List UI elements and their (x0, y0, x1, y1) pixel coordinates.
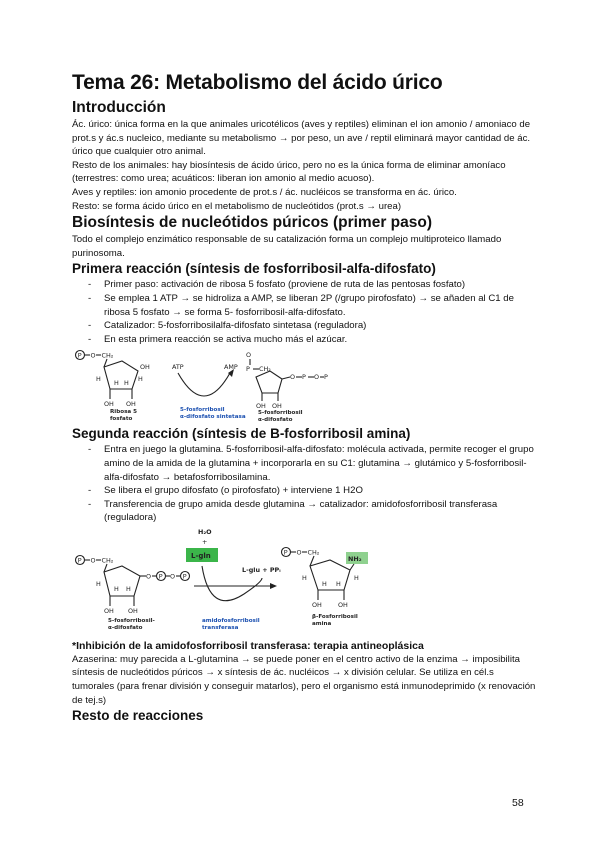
list-item: - En esta primera reacción se activa mucho más el azúcar. (104, 333, 536, 347)
phosphate-symbol: P (158, 572, 163, 581)
intro-paragraph-3: Aves y reptiles: ion amonio procedente de prot.s / ác. nucléicos se transforma en ác. úrico. (72, 186, 457, 198)
oxygen-symbol: O (296, 548, 302, 557)
hydrogen-symbol: H (302, 573, 307, 582)
hydrogen-symbol: H (138, 375, 143, 384)
amp-label: AMP (224, 363, 238, 372)
hydrogen-symbol: H (354, 573, 359, 582)
list-item: - Se libera el grupo difosfato (o pirofosfato) + interviene 1 H2O (104, 484, 536, 498)
page-number: 58 (512, 797, 524, 809)
hydrogen-symbol: H (96, 579, 101, 588)
primera-reaccion-list (72, 278, 536, 346)
lgln-label: L-gln (191, 551, 211, 560)
hydrogen-symbol: H (114, 379, 119, 388)
phosphate-symbol: P (324, 373, 328, 382)
hydrogen-symbol: H (322, 579, 327, 588)
substrate-label: Ribosa 5 (110, 409, 138, 416)
reaction-arc (178, 373, 230, 396)
heading-biosintesis: Biosíntesis de nucleótidos púricos (primer paso) (72, 214, 433, 232)
enzyme-label: 5-fosforribosil (180, 407, 225, 414)
phosphate-symbol: P (302, 373, 306, 382)
phosphate-symbol: P (77, 351, 82, 360)
biosintesis-paragraph: Todo el complejo enzimático responsable de su catalización forma un complejo multiproteico llamado purinosoma. (72, 234, 502, 259)
oxygen-symbol: O (90, 351, 96, 360)
enzyme-label: transferasa (202, 624, 239, 631)
heading-primera-reaccion: Primera reacción (síntesis de fosforribosil-alfa-difosfato) (72, 261, 436, 277)
heading-resto-reacciones: Resto de reacciones (72, 708, 204, 724)
product-label: amina (312, 620, 332, 627)
page-title: Tema 26: Metabolismo del ácido úrico (72, 71, 443, 94)
substrate-label: fosfato (110, 416, 133, 423)
hydroxyl-symbol: OH (272, 402, 282, 411)
ribose-ring (104, 566, 140, 596)
oxygen-symbol: O (290, 373, 296, 382)
hydrogen-symbol: H (114, 584, 119, 593)
lglu-label: L-glu + PPᵢ (242, 565, 281, 574)
intro-paragraph-4: Resto: se forma ácido úrico en el metabolismo de nucleótidos (prot.s → urea) (72, 200, 402, 212)
figure-primera-reaccion (74, 349, 334, 423)
enzyme-label: α-difosfato sintetasa (180, 414, 246, 421)
product-label: 5-fosforribosil (258, 410, 303, 417)
list-item: - Catalizador: 5-fosforribosilalfa-difosfato sintetasa (reguladora) (104, 319, 536, 333)
phosphate-symbol: P (182, 572, 187, 581)
segunda-reaccion-list (72, 443, 536, 525)
hydroxyl-symbol: OH (312, 600, 322, 609)
heading-inhibicion: *Inhibición de la amidofosforribosil transferasa: terapia antineoplásica (72, 639, 424, 652)
hydroxyl-symbol: OH (104, 400, 114, 409)
oxygen-symbol: O (246, 351, 252, 360)
heading-introduccion: Introducción (72, 99, 166, 116)
ribose-ring (310, 560, 350, 590)
oxygen-symbol: O (90, 556, 96, 565)
hydroxyl-symbol: OH (104, 606, 114, 615)
ribose-ring (256, 371, 282, 393)
figure-segunda-reaccion (74, 526, 374, 636)
ch2-symbol: CH₂ (101, 351, 114, 360)
list-item: - Transferencia de grupo amida desde glutamina → catalizador: amidofosforribosil transferasa (reguladora) (104, 498, 536, 525)
intro-paragraph-1: Ác. úrico: única forma en la que animales uricotélicos (aves y reptiles) eliminan el ion amonio / amoniaco de prot.s y ác.s nucleico, mediante su metabolismo → por peso, un ave / reptil eliminará mayor cantidad de ác. úrico que cualquier otro animal. (72, 119, 531, 158)
hydroxyl-symbol: OH (338, 600, 348, 609)
heading-segunda-reaccion: Segunda reacción (síntesis de B-fosforribosil amina) (72, 426, 411, 442)
phosphate-symbol: P (77, 556, 82, 565)
substrate-label: α-difosfato (108, 624, 143, 631)
product-label: α-difosfato (258, 417, 293, 424)
ribose-ring (104, 361, 138, 389)
amine-label: NH₂ (348, 554, 362, 563)
list-item: - Primer paso: activación de ribosa 5 fosfato (proviene de ruta de las pentosas fosfato) (104, 278, 536, 292)
ch2-symbol: CH₂ (259, 365, 271, 374)
plus-sign: + (202, 537, 208, 546)
product-label: β-Fosforribosil (312, 613, 358, 620)
bond (282, 377, 290, 379)
phosphate-symbol: P (246, 365, 250, 374)
arrow-head-icon (270, 583, 277, 589)
intro-paragraph-2: Resto de los animales: hay biosíntesis de ácido úrico, pero no es la única forma de eliminar amoníaco (terrestres: como urea; acuáticos: liberan ion amonio al medio acuoso). (72, 159, 506, 185)
hydrogen-symbol: H (336, 579, 341, 588)
list-item: - Se emplea 1 ATP → se hidroliza a AMP, se liberan 2P (/grupo pirofosfato) → se añaden al C1 de ribosa 5 fosfato → se forma 5- fosforribosil-alfa-difosfato. (104, 292, 536, 319)
page-content (72, 70, 536, 725)
oxygen-symbol: O (314, 373, 320, 382)
substrate-label: 5-fosforribosil- (108, 617, 155, 624)
oxygen-symbol: O (170, 572, 176, 581)
water-label: H₂O (198, 527, 212, 536)
ch2-symbol: CH₂ (101, 556, 114, 565)
hydrogen-symbol: H (96, 375, 101, 384)
atp-label: ATP (172, 363, 184, 372)
hydrogen-symbol: H (124, 379, 129, 388)
list-item: - Entra en juego la glutamina. 5-fosforribosil-alfa-difosfato: molécula activada, permite recoger el grupo amino de la amida de la glutamina + incorporarla en su C1: glutamina → glutámico y 5-fosforribosil-alfa-difosfato → betafosforribosilamina. (104, 443, 536, 484)
phosphate-symbol: P (283, 548, 288, 557)
hydroxyl-symbol: OH (126, 400, 136, 409)
hydrogen-symbol: H (126, 584, 131, 593)
oxygen-symbol: O (146, 572, 152, 581)
hydroxyl-symbol: OH (256, 402, 266, 411)
ch2-symbol: CH₂ (307, 548, 320, 557)
hydroxyl-symbol: OH (140, 363, 150, 372)
inhibicion-paragraph: Azaserina: muy parecida a L-glutamina → se puede poner en el centro activo de la enzima → imposibilita síntesis de nucleótidos púricos → x síntesis de ác. nucléicos → x división celular. Se utiliza en cél.s tumorales (para frenar división y conseguir matarlos), pero el organismo está inmunodeprimido (x renovación de tej.s) (72, 653, 536, 706)
bond (350, 564, 354, 570)
hydroxyl-symbol: OH (128, 606, 138, 615)
enzyme-label: amidofosforribosil (202, 617, 260, 624)
